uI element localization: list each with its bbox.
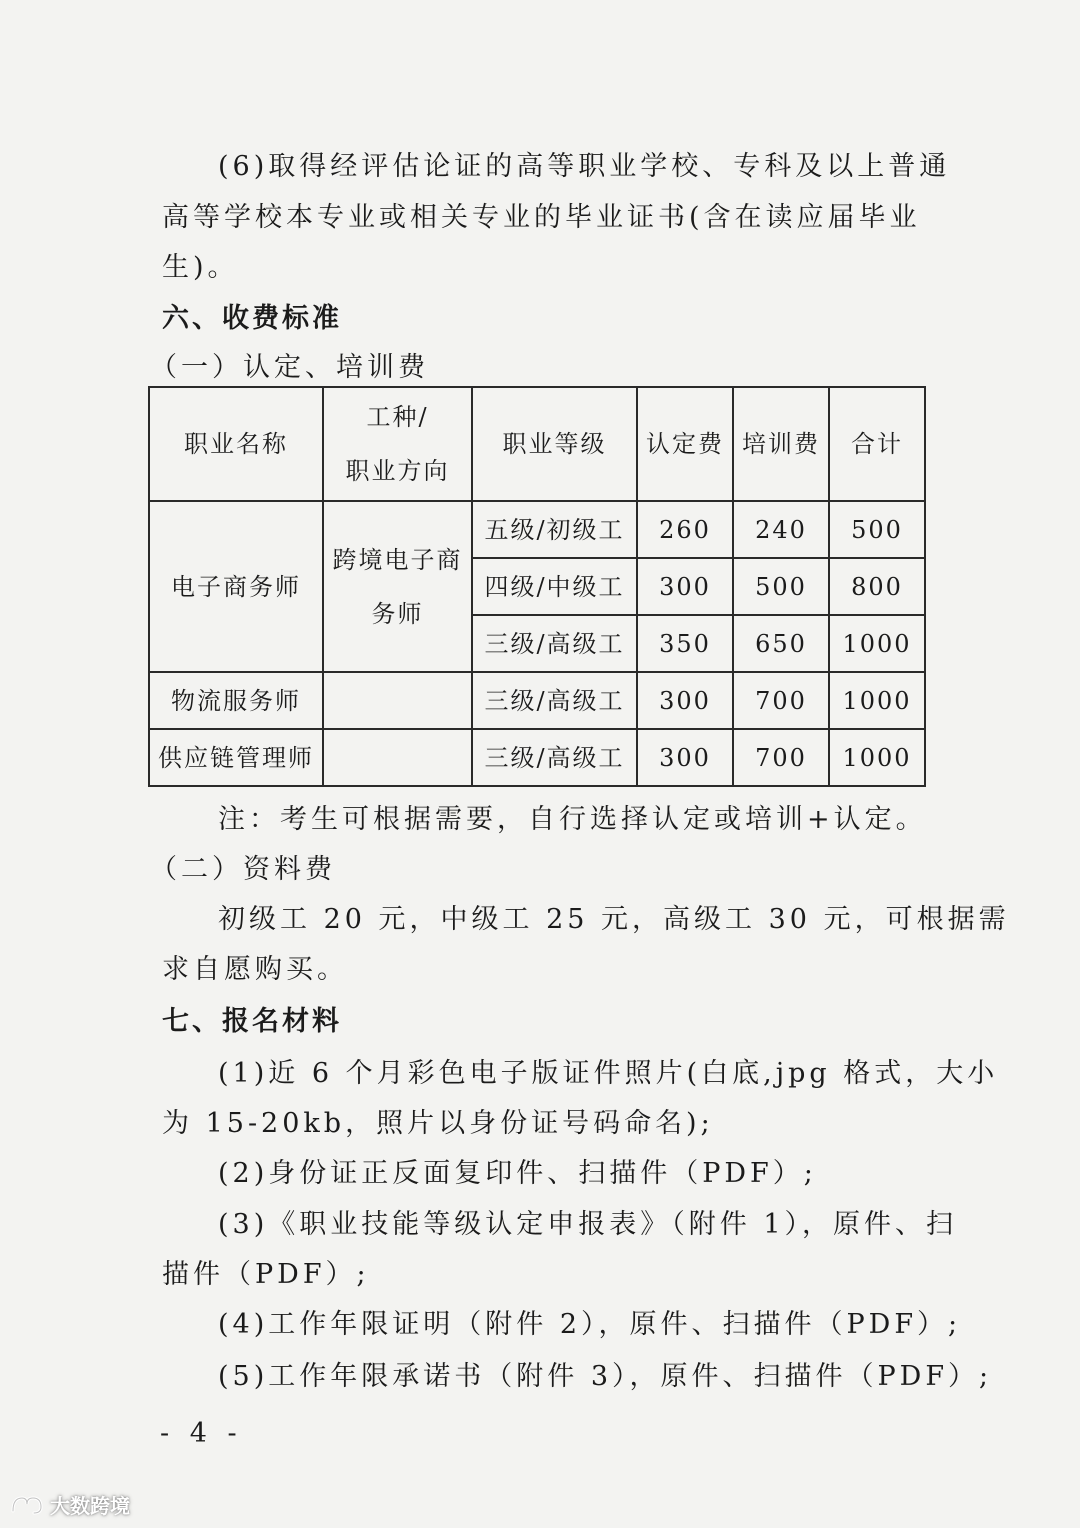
cell-total: 1000 bbox=[829, 672, 925, 729]
cell-total: 1000 bbox=[829, 615, 925, 672]
table-row bbox=[149, 501, 925, 558]
material-item-4: (4)工作年限证明（附件 2），原件、扫描件（PDF）; bbox=[218, 1309, 962, 1340]
material-item-1-line-1: (1)近 6 个月彩色电子版证件照片(白底,jpg 格式，大小 bbox=[218, 1058, 999, 1089]
cell-cert-fee: 260 bbox=[637, 501, 733, 558]
section-7-heading: 七、报名材料 bbox=[162, 1006, 342, 1037]
cell-level: 三级/高级工 bbox=[472, 672, 637, 729]
header-job-type bbox=[323, 387, 472, 501]
fee-table bbox=[148, 386, 926, 787]
header-total: 合计 bbox=[829, 387, 925, 501]
header-job-type-line-1: 工种/ bbox=[366, 403, 429, 431]
cell-train-fee: 240 bbox=[733, 501, 829, 558]
header-train-fee: 培训费 bbox=[733, 387, 829, 501]
cell-direction-empty bbox=[323, 672, 472, 729]
table-row bbox=[149, 672, 925, 729]
cell-cert-fee: 300 bbox=[637, 729, 733, 786]
cell-level: 五级/初级工 bbox=[472, 501, 637, 558]
material-item-2: (2)身份证正反面复印件、扫描件（PDF）; bbox=[218, 1158, 817, 1189]
subsection-2-heading: （二）资料费 bbox=[150, 854, 336, 885]
header-level: 职业等级 bbox=[472, 387, 637, 501]
cell-total: 1000 bbox=[829, 729, 925, 786]
paragraph-6-line-3: 生)。 bbox=[162, 252, 239, 283]
watermark-text: 大数跨境 bbox=[50, 1494, 130, 1518]
cell-occupation-supply-chain: 供应链管理师 bbox=[149, 729, 323, 786]
cell-train-fee: 650 bbox=[733, 615, 829, 672]
brand-logo-icon bbox=[10, 1493, 44, 1517]
cell-total: 500 bbox=[829, 501, 925, 558]
cell-level: 三级/高级工 bbox=[472, 729, 637, 786]
cell-total: 800 bbox=[829, 558, 925, 615]
watermark bbox=[10, 1490, 130, 1519]
cell-train-fee: 700 bbox=[733, 729, 829, 786]
table-row bbox=[149, 729, 925, 786]
cell-level: 四级/中级工 bbox=[472, 558, 637, 615]
material-item-1-line-2: 为 15-20kb，照片以身份证号码命名); bbox=[162, 1108, 714, 1139]
section-6-heading: 六、收费标准 bbox=[162, 303, 342, 334]
paragraph-6-line-1: (6)取得经评估论证的高等职业学校、专科及以上普通 bbox=[218, 151, 951, 182]
header-occupation-name: 职业名称 bbox=[149, 387, 323, 501]
page-number: - 4 - bbox=[160, 1418, 243, 1449]
direction-line-2: 务师 bbox=[371, 599, 424, 628]
cell-train-fee: 700 bbox=[733, 672, 829, 729]
table-header-row bbox=[149, 387, 925, 501]
header-job-type-line-2: 职业方向 bbox=[345, 457, 450, 485]
material-fee-line-2: 求自愿购买。 bbox=[162, 954, 348, 985]
material-item-3-line-1: (3)《职业技能等级认定申报表》（附件 1），原件、扫 bbox=[218, 1209, 958, 1240]
material-fee-line-1: 初级工 20 元，中级工 25 元，高级工 30 元，可根据需 bbox=[218, 904, 1010, 935]
material-item-3-line-2: 描件（PDF）; bbox=[162, 1259, 370, 1290]
subsection-1-heading: （一）认定、培训费 bbox=[150, 352, 429, 383]
header-cert-fee: 认定费 bbox=[637, 387, 733, 501]
cell-occupation-ecommerce: 电子商务师 bbox=[149, 501, 323, 672]
cell-cert-fee: 350 bbox=[637, 615, 733, 672]
cell-direction-empty bbox=[323, 729, 472, 786]
paragraph-6-line-2: 高等学校本专业或相关专业的毕业证书(含在读应届毕业 bbox=[162, 202, 921, 233]
cell-level: 三级/高级工 bbox=[472, 615, 637, 672]
direction-line-1: 跨境电子商 bbox=[332, 545, 463, 574]
cell-cert-fee: 300 bbox=[637, 558, 733, 615]
cell-direction-crossborder bbox=[323, 501, 472, 672]
cell-cert-fee: 300 bbox=[637, 672, 733, 729]
table-note: 注：考生可根据需要，自行选择认定或培训+认定。 bbox=[218, 804, 927, 835]
cell-train-fee: 500 bbox=[733, 558, 829, 615]
material-item-5: (5)工作年限承诺书（附件 3），原件、扫描件（PDF）; bbox=[218, 1361, 993, 1392]
cell-occupation-logistics: 物流服务师 bbox=[149, 672, 323, 729]
